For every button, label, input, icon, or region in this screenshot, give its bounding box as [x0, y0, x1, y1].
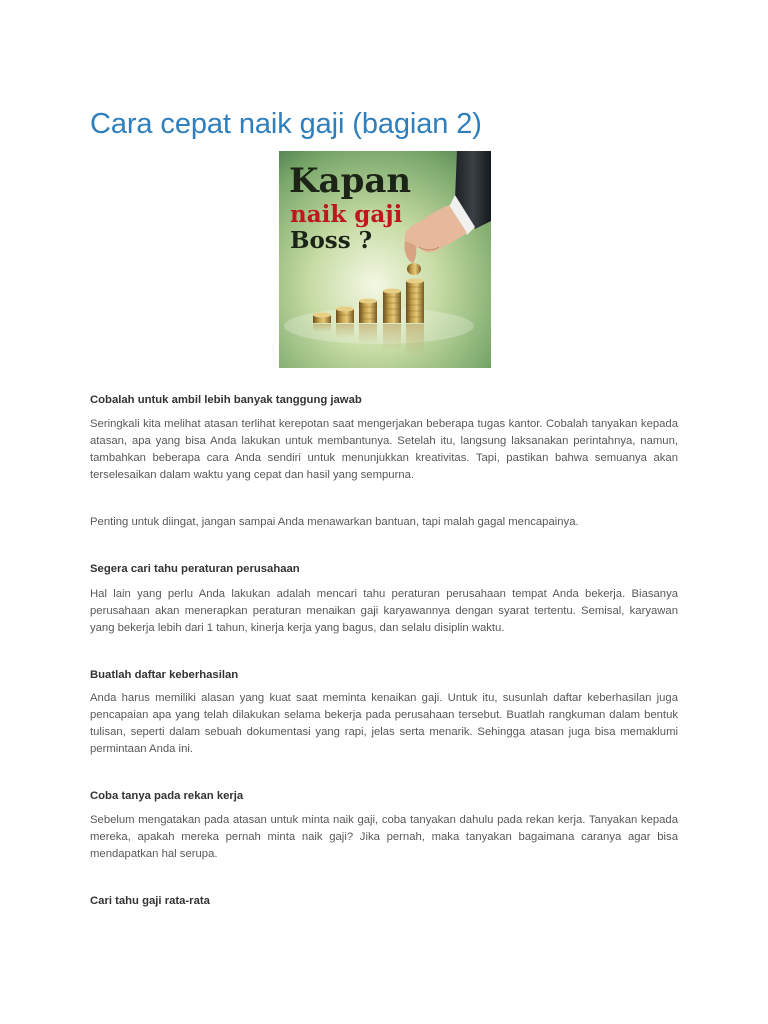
- image-text-naik-gaji: naik gaji: [290, 201, 403, 228]
- section-paragraph: Hal lain yang perlu Anda lakukan adalah mencari tahu peraturan perusahaan tempat Anda bekerja. Biasanya perusahaan akan menerapkan peraturan menaikan gaji karyawannya dengan syarat tertentu. Semisal, karyawan yang bekerja lebih dari 1 tahun, kinerja kerja yang bagus, dan selalu disiplin waktu.: [90, 588, 678, 634]
- section-heading: Segera cari tahu peraturan perusahaan: [90, 563, 300, 575]
- section-heading: Cobalah untuk ambil lebih banyak tanggung jawab: [90, 394, 362, 406]
- article-image: [279, 151, 491, 368]
- section-heading: Buatlah daftar keberhasilan: [90, 669, 239, 681]
- falling-coin-icon: [407, 263, 421, 275]
- section-paragraph: Penting untuk diingat, jangan sampai Anda menawarkan bantuan, tapi malah gagal mencapainya.: [90, 516, 579, 528]
- section-paragraph: Seringkali kita melihat atasan terlihat kerepotan saat mengerjakan beberapa tugas kantor. Cobalah tanyakan kepada atasan, apa yang bisa Anda lakukan untuk membantunya. Setelah itu, langsung laksanakan perintahnya, namun, tambahkan beberapa cara Anda sendiri untuk menunjukkan kreativitas. Tapi, pastikan bahwa semuanya akan terselesaikan dalam waktu yang cepat dan hasil yang sempurna.: [90, 418, 678, 481]
- image-text-kapan: Kapan: [289, 161, 412, 201]
- section-paragraph: Sebelum mengatakan pada atasan untuk minta naik gaji, coba tanyakan dahulu pada rekan kerja. Tanyakan kepada mereka, apakah mereka pernah minta naik gaji? Jika pernah, maka tanyakan bagaimana caranya agar bisa mendapatkan hal serupa.: [90, 814, 678, 860]
- image-text-boss: Boss ?: [290, 227, 373, 254]
- section-heading: Cari tahu gaji rata-rata: [90, 895, 210, 907]
- section-paragraph: Anda harus memiliki alasan yang kuat saat meminta kenaikan gaji. Untuk itu, susunlah daftar keberhasilan juga pencapaian apa yang telah dilakukan selama bekerja pada perusahaan tersebut. Buatlah rangkuman dalam bentuk tulisan, seperti dalam sebuah dokumentasi yang rapi, jelas serta menarik. Sehingga atasan juga bisa memaklumi permintaan Anda ini.: [90, 692, 678, 755]
- section-heading: Coba tanya pada rekan kerja: [90, 790, 244, 802]
- page-title: Cara cepat naik gaji (bagian 2): [90, 108, 482, 140]
